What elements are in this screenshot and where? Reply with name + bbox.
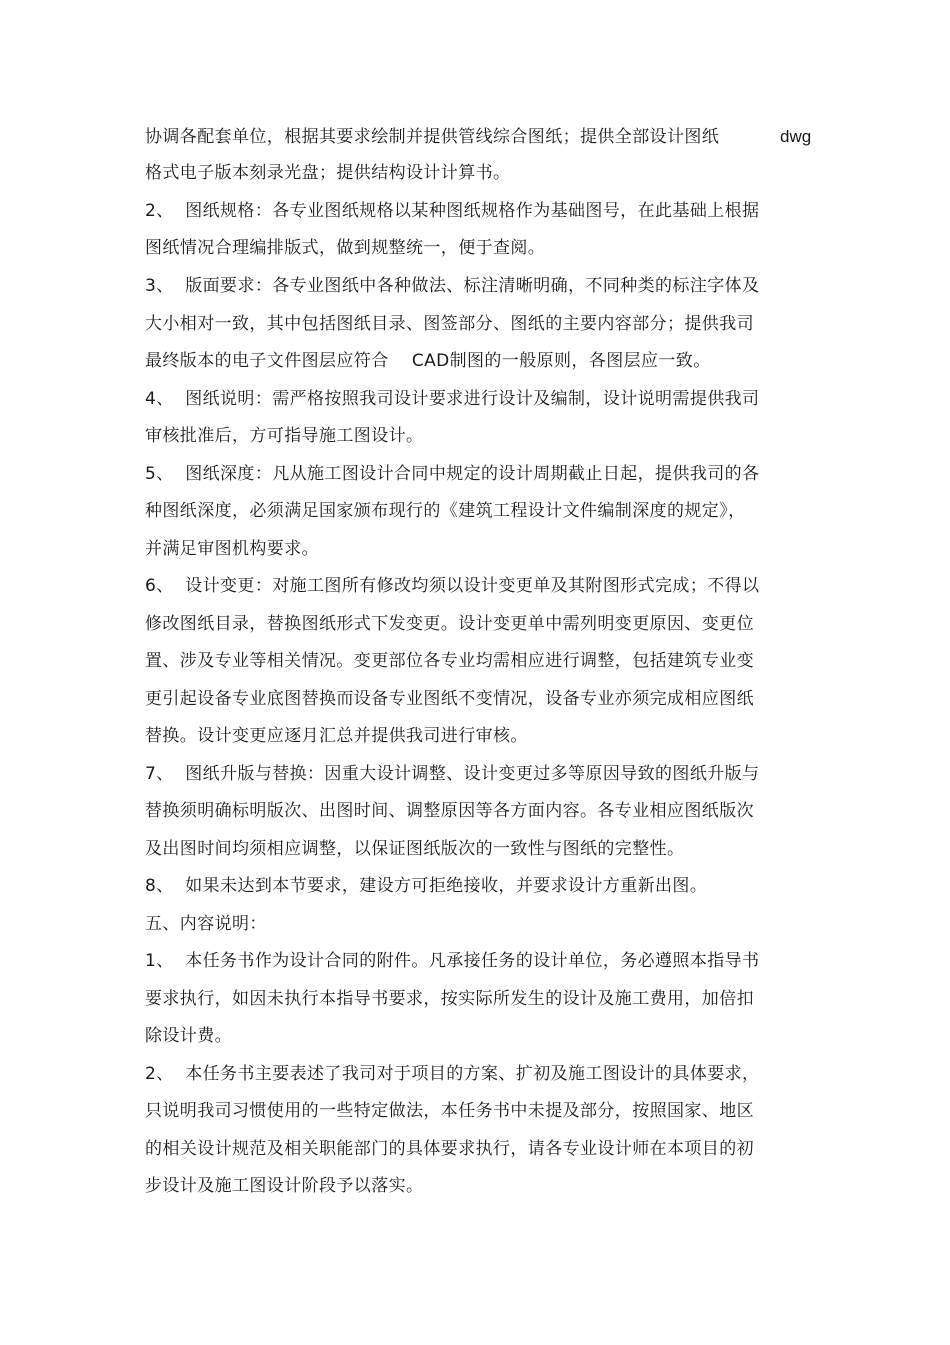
text-line: 8、 如果未达到本节要求，建设方可拒绝接收，并要求设计方重新出图。 [145,876,708,896]
text-line: 协调各配套单位，根据其要求绘制并提供管线综合图纸；提供全部设计图纸 [145,127,720,147]
text-line: 2、 图纸规格：各专业图纸规格以某种图纸规格作为基础图号，在此基础上根据 [145,201,760,221]
text-line: 替换。设计变更应逐月汇总并提供我司进行审核。 [145,726,528,746]
text-line: 图纸情况合理编排版式，做到规整统一，便于查阅。 [145,238,546,258]
text-line: 审核批准后，方可指导施工图设计。 [145,426,424,446]
text-line: 要求执行，如因未执行本指导书要求，按实际所发生的设计及施工费用，加倍扣 [145,989,754,1009]
text-line: 并满足审图机构要求。 [145,539,319,559]
text-line: 大小相对一致，其中包括图纸目录、图签部分、图纸的主要内容部分；提供我司 [145,314,754,334]
text-line: 修改图纸目录，替换图纸形式下发变更。设计变更单中需列明变更原因、变更位 [145,614,754,634]
text-line: 只说明我司习惯使用的一些特定做法，本任务书中未提及部分，按照国家、地区 [145,1101,754,1121]
text-line: 步设计及施工图设计阶段予以落实。 [145,1176,424,1196]
text-line: 3、 版面要求：各专业图纸中各种做法、标注清晰明确，不同种类的标注字体及 [145,276,760,296]
text-line: 6、 设计变更：对施工图所有修改均须以设计变更单及其附图形式完成；不得以 [145,576,760,596]
text-line: 更引起设备专业底图替换而设备专业图纸不变情况，设备专业亦须完成相应图纸 [145,689,754,709]
text-line: 7、 图纸升版与替换：因重大设计调整、设计变更过多等原因导致的图纸升版与 [145,764,760,784]
text-line: 替换须明确标明版次、出图时间、调整原因等各方面内容。各专业相应图纸版次 [145,801,754,821]
text-line: 最终版本的电子文件图层应符合 CAD制图的一般原则，各图层应一致。 [145,351,711,371]
text-line: 种图纸深度，必须满足国家颁布现行的《建筑工程设计文件编制深度的规定》， [145,501,746,521]
text-line-tail: dwg [780,127,812,146]
text-line: 置、涉及专业等相关情况。变更部位各专业均需相应进行调整，包括建筑专业变 [145,651,754,671]
section-heading: 五、内容说明： [145,914,267,934]
text-line: 格式电子版本刻录光盘；提供结构设计计算书。 [145,163,511,183]
text-line: 1、 本任务书作为设计合同的附件。凡承接任务的设计单位，务必遵照本指导书 [145,951,760,971]
text-line: 2、 本任务书主要表述了我司对于项目的方案、扩初及施工图设计的具体要求， [145,1064,760,1084]
text-line: 5、 图纸深度：凡从施工图设计合同中规定的设计周期截止日起，提供我司的各 [145,464,760,484]
text-line: 4、 图纸说明：需严格按照我司设计要求进行设计及编制，设计说明需提供我司 [145,389,760,409]
text-line: 的相关设计规范及相关职能部门的具体要求执行，请各专业设计师在本项目的初 [145,1139,754,1159]
text-line: 及出图时间均须相应调整，以保证图纸版次的一致性与图纸的完整性。 [145,839,685,859]
text-line: 除设计费。 [145,1026,232,1046]
